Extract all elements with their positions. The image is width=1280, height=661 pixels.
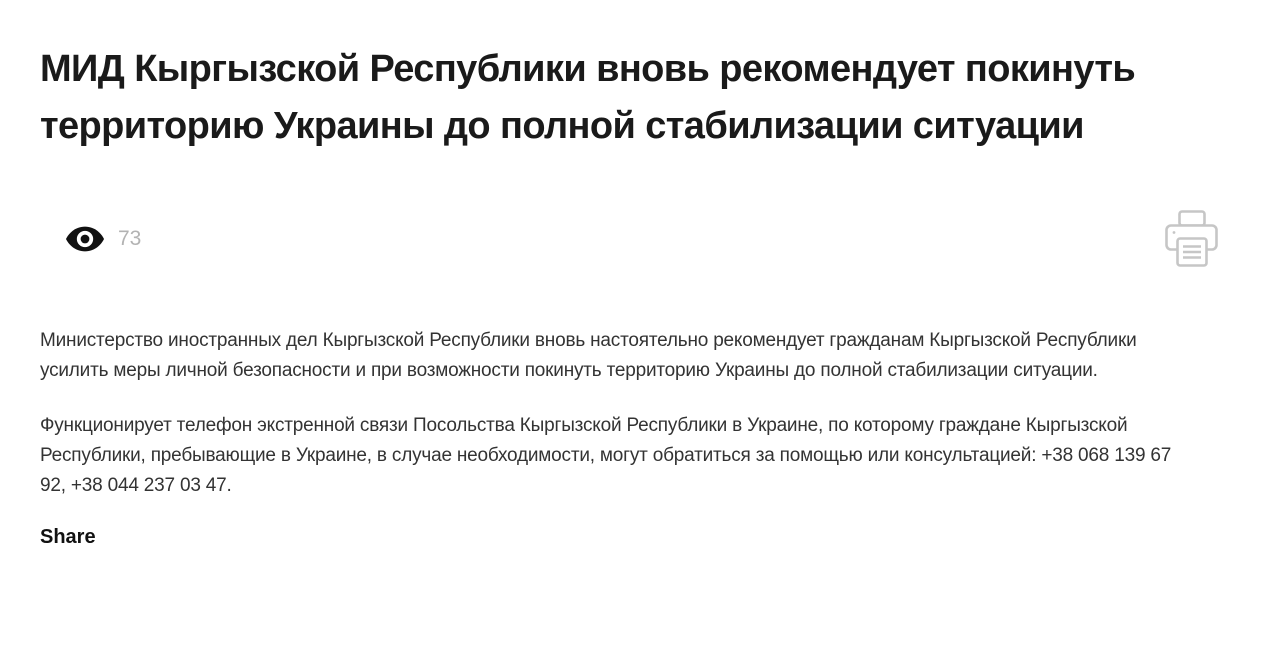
eye-icon: [66, 226, 104, 252]
print-button[interactable]: [1165, 210, 1218, 268]
article-meta-row: [40, 210, 1240, 268]
news-article: [40, 0, 1240, 549]
printer-icon: [1165, 256, 1218, 271]
article-paragraph-2: Функционирует телефон экстренной связи Посольства Кыргызской Республики в Украине, по которому граждане Кыргызской Республики, пребывающие в Украине, в случае необходимости, могут обратиться за помощью или консультацией: +38 068 139 67 92, +38 044 237 03 47.: [40, 415, 1172, 496]
share-label: Share: [40, 526, 96, 548]
article-title: МИД Кыргызской Республики вновь рекомендует покинуть территорию Украины до полной стабилизации ситуации: [40, 48, 1136, 147]
views-counter: [66, 226, 141, 252]
views-count: 73: [118, 227, 142, 250]
article-paragraph-1: Министерство иностранных дел Кыргызской Республики вновь настоятельно рекомендует гражданам Кыргызской Республики усилить меры личной безопасности и при возможности покинуть территорию Украины до полной стабилизации ситуации.: [40, 330, 1137, 381]
article-body: [40, 326, 1190, 501]
